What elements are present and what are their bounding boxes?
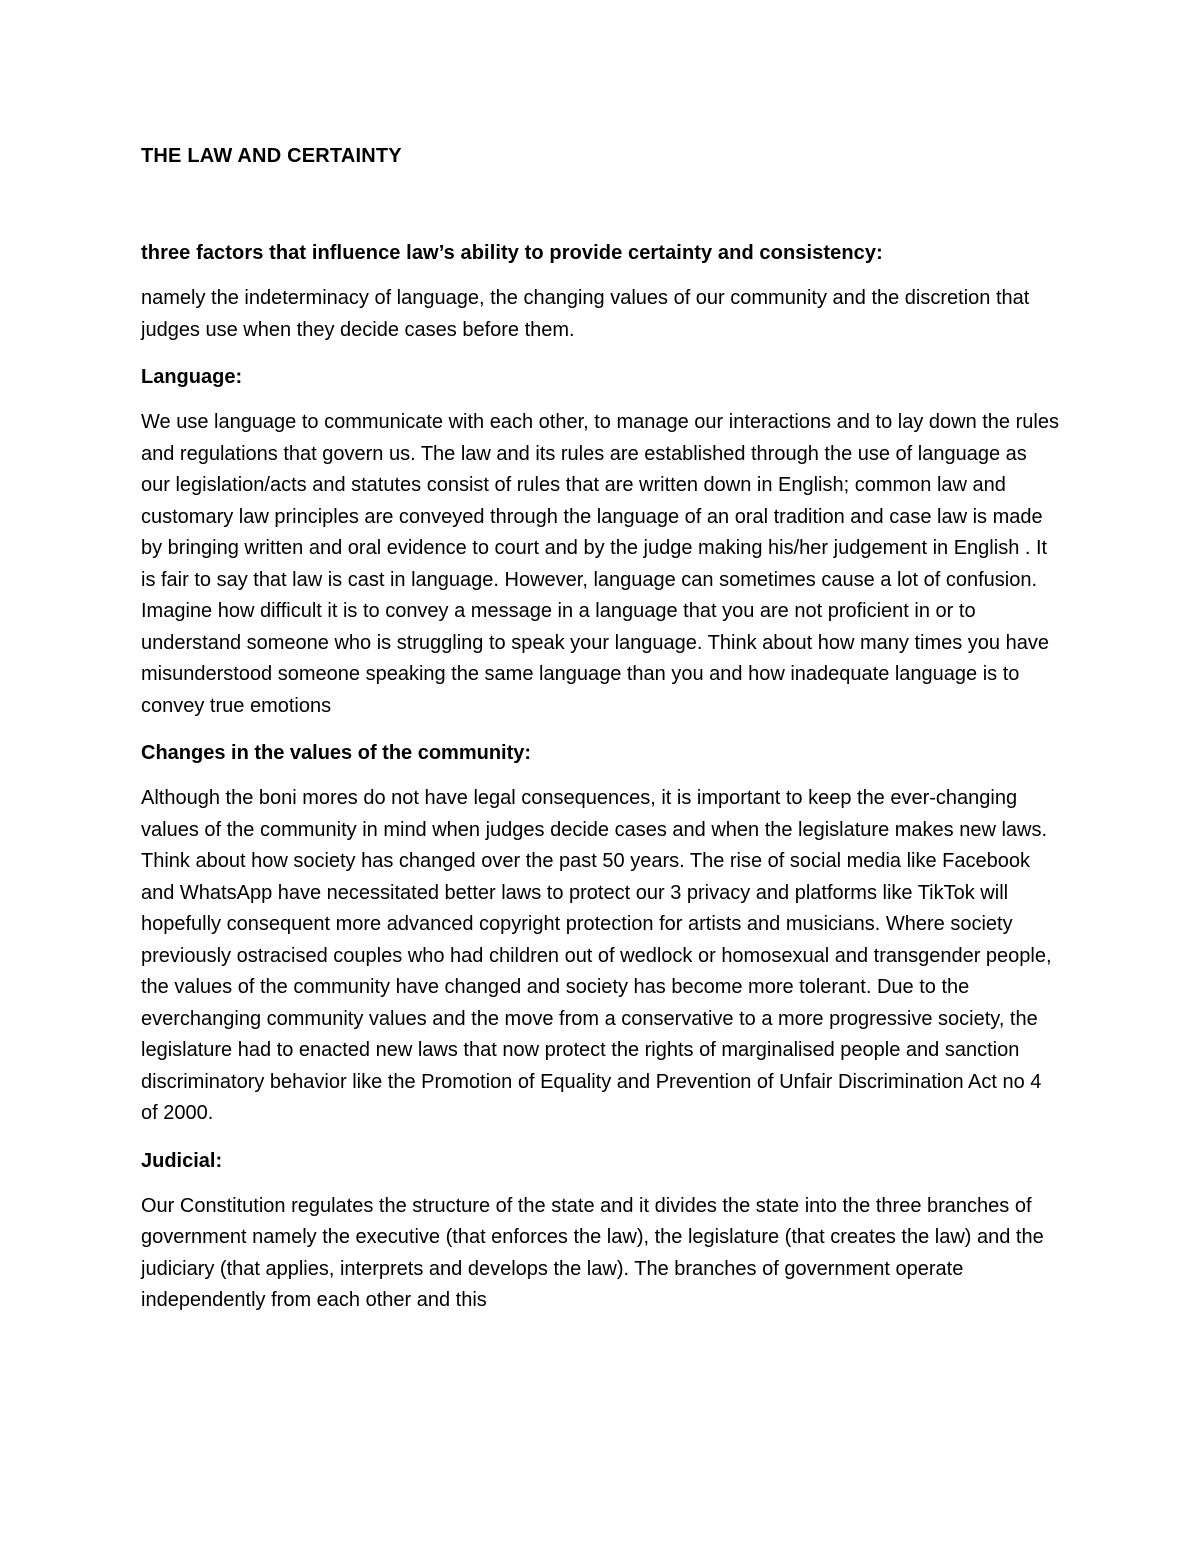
section-heading-language: Language:	[141, 366, 243, 388]
intro-paragraph: namely the indeterminacy of language, the changing values of our community and the discretion that judges use when they decide cases before them.	[141, 287, 1030, 341]
section-heading-judicial: Judicial:	[141, 1149, 223, 1172]
section-text-community-values: Although the boni mores do not have legal consequences, it is important to keep the ever-changing values of the community in mind when judges decide cases and when the legislature makes new laws. Think about how society has changed over the past 50 years. The rise of social media like Facebook and WhatsApp have necessitated better laws to protect our 3 privacy and platforms like TikTok will hopefully consequent more advanced copyright protection for artists and musicians. Where society previously ostracised couples who had children out of wedlock or homosexual and transgender people, the values of the community have changed and society has become more tolerant. Due to the everchanging community values and the move from a conservative to a more progressive society, the legislature had to enacted new laws that now protect the rights of marginalised people and sanction discriminatory behavior like the Promotion of Equality and Prevention of Unfair Discrimination Act no 4 of 2000.	[141, 787, 1052, 1124]
document-title: THE LAW AND CERTAINTY	[141, 145, 402, 167]
document-body	[141, 143, 1061, 1317]
section-heading-community-values: Changes in the values of the community:	[141, 742, 532, 764]
document-subtitle: three factors that influence law’s ability to provide certainty and consistency:	[141, 242, 883, 264]
section-text-language: We use language to communicate with each other, to manage our interactions and to lay down the rules and regulations that govern us. The law and its rules are established through the use of language as our legislation/acts and statutes consist of rules that are written down in English; common law and customary law principles are conveyed through the language of an oral tradition and case law is made by bringing written and oral evidence to court and by the judge making his/her judgement in English . It is fair to say that law is cast in language. However, language can sometimes cause a lot of confusion. Imagine how difficult it is to convey a message in a language that you are not proficient in or to understand someone who is struggling to speak your language. Think about how many times you have misunderstood someone speaking the same language than you and how inadequate language is to convey true emotions	[141, 411, 1059, 717]
section-text-judicial: Our Constitution regulates the structure of the state and it divides the state into the three branches of government namely the executive (that enforces the law), the legislature (that creates the law) and the judiciary (that applies, interprets and develops the law). The branches of government operate independently from each other and this	[141, 1194, 1044, 1311]
